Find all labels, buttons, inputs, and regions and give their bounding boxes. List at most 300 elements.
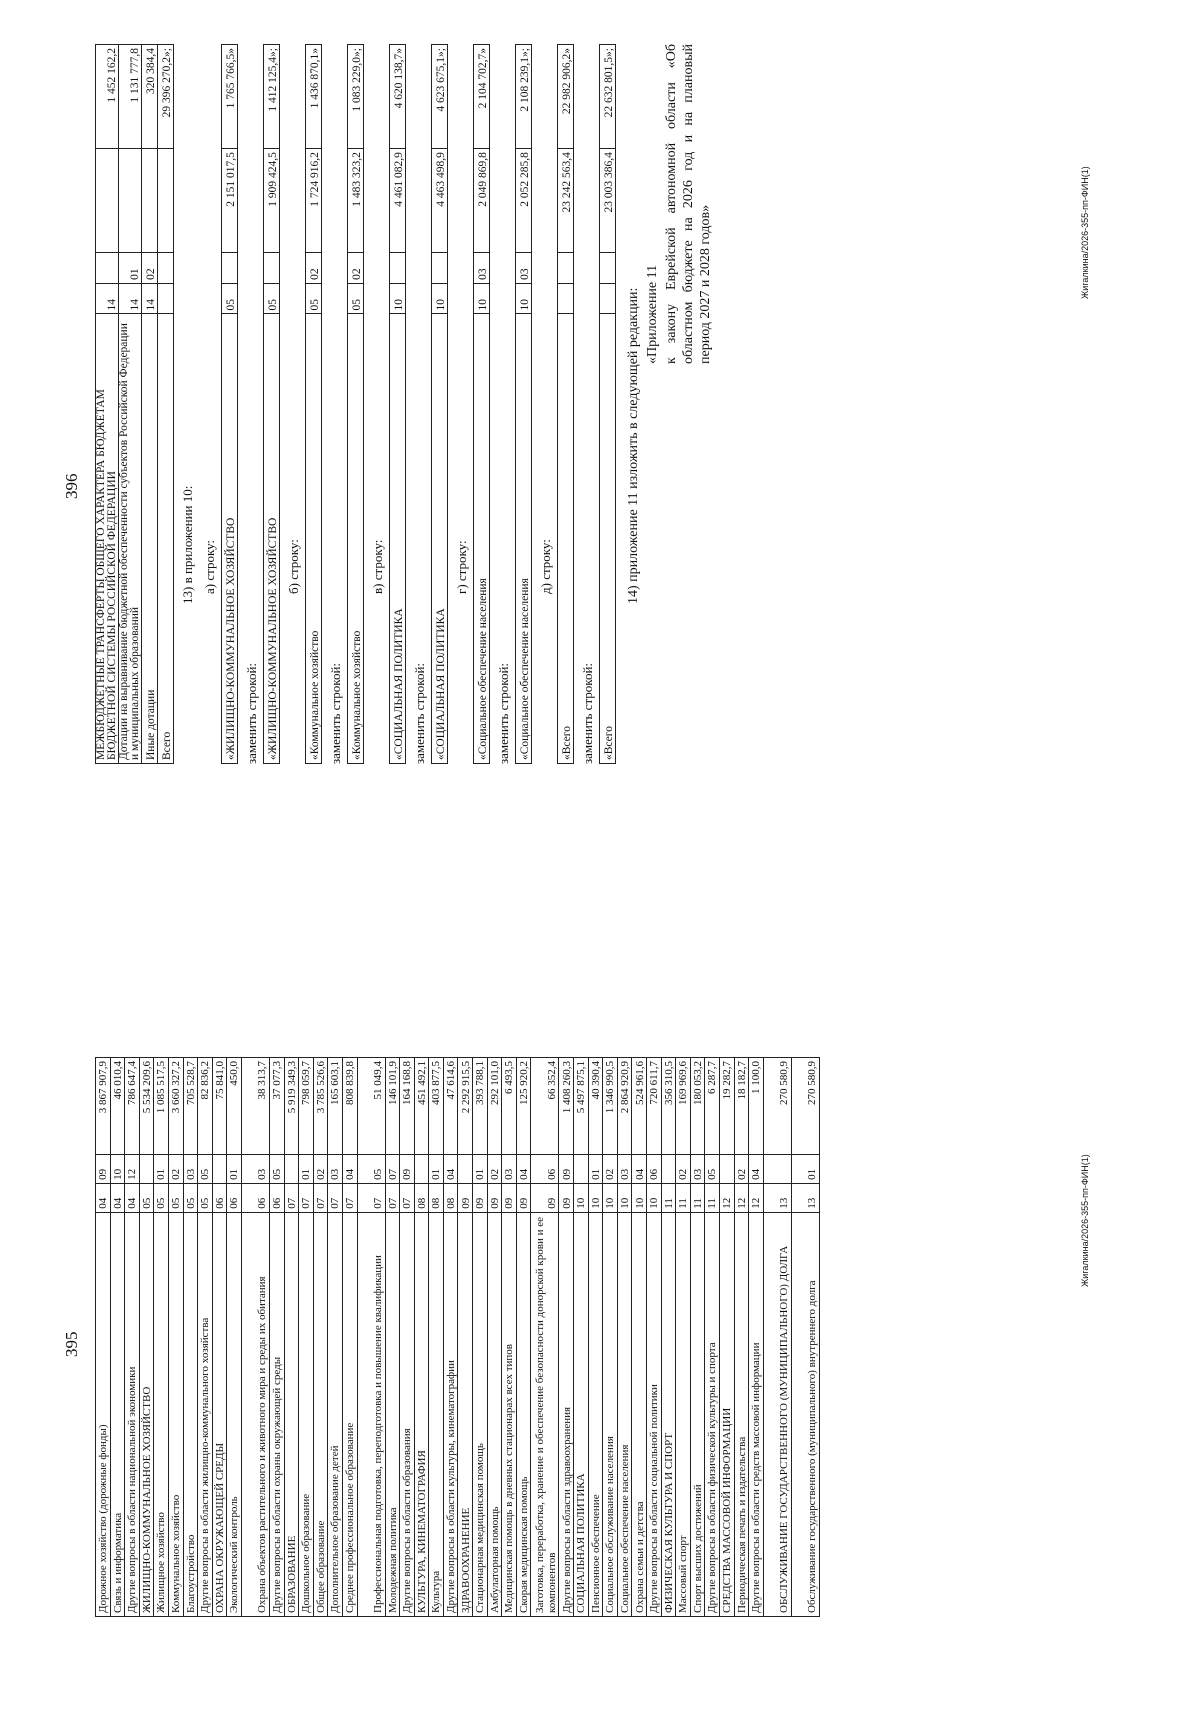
amount-2027: 1 412 125,4»; [264,45,280,149]
row-name: Молодежная политика [385,1212,400,1616]
row-g-old [473,44,490,764]
amount-2026: 2 049 869,8 [474,149,490,253]
section-code: 09 [487,1183,502,1212]
table-row [487,1058,502,1617]
row-d-old [557,44,574,764]
subsection-code: 04 [632,1155,647,1184]
subsection-code: 01 [429,1155,444,1184]
amount: 37 077,3 [269,1058,284,1155]
subsection-code: 02 [734,1155,749,1184]
subsection-code: 05 [705,1155,720,1184]
subsection-code: 06 [647,1155,662,1184]
item-13-heading: 13) в приложении 10: [180,485,195,604]
amount: 403 877,5 [429,1058,444,1155]
row-name: КУЛЬТУРА, КИНЕМАТОГРАФИЯ [414,1212,429,1616]
amount: 82 836,2 [198,1058,213,1155]
subsection-code [432,253,448,284]
amount-2027: 1 436 870,1» [306,45,322,149]
row-name: Другие вопросы в области социальной политики [647,1212,662,1616]
table-row [96,45,119,764]
subsection-code: 07 [385,1155,400,1184]
table-row [284,1058,299,1617]
subsection-code: 05 [269,1155,284,1184]
subsection-code: 09 [559,1155,574,1184]
amount-2027: 1 083 229,0»; [348,45,364,149]
row-a-new [263,44,280,764]
amount: 51 049,4 [357,1058,385,1155]
amount-2027: 4 620 138,7» [390,45,406,149]
subsection-code [222,253,238,284]
subsection-code [212,1155,227,1184]
row-name: Заготовка, переработка, хранение и обеспечение безопасности донорской крови и ее компонентов [531,1212,559,1616]
section-code: 12 [719,1183,734,1212]
amount-2027: 1 765 766,5» [222,45,238,149]
row-name: Благоустройство [183,1212,198,1616]
subsection-code: 04 [342,1155,357,1184]
section-code: 07 [357,1183,385,1212]
section-code: 10 [617,1183,632,1212]
replace-label-c: заменить строкой: [412,662,427,764]
table-row [559,1058,574,1617]
row-name: Стационарная медицинская помощь [473,1212,488,1616]
section-code: 06 [227,1183,242,1212]
item-14-heading: 14) приложение 11 изложить в следующей редакции: [626,287,641,604]
row-name: Социальное обслуживание населения [603,1212,618,1616]
row-name: ОБСЛУЖИВАНИЕ ГОСУДАРСТВЕННОГО (МУНИЦИПАЛЬНОГО) ДОЛГА [763,1212,791,1616]
subsection-code: 02 [487,1155,502,1184]
row-name: Дорожное хозяйство (дорожные фонды) [96,1212,111,1616]
amount: 3 660 327,2 [168,1058,183,1155]
section-code: 05 [348,283,364,314]
row-name: ЗДРАВООХРАНЕНИЕ [458,1212,473,1616]
row-name: Массовый спорт [676,1212,691,1616]
subsection-code: 02 [676,1155,691,1184]
row-name: Другие вопросы в области жилищно-коммунального хозяйства [198,1212,213,1616]
row-b-new [347,44,364,764]
row-name: Связь и информатика [110,1212,125,1616]
subsection-code [719,1155,734,1184]
section-code: 04 [125,1183,140,1212]
page-footer: Жигалкина/2026-355-пп-ФИН(1) [1080,1154,1090,1287]
section-code: 09 [531,1183,559,1212]
section-code: 08 [414,1183,429,1212]
page-footer: Жигалкина/2026-355-пп-ФИН(1) [1080,166,1090,299]
table-row [328,1058,343,1617]
subsection-code [600,253,616,284]
amount: 1 085 517,5 [154,1058,169,1155]
table-row [414,1058,429,1617]
table-row [617,1058,632,1617]
subsection-code [558,253,574,284]
table-row [264,45,280,764]
amount: 18 182,7 [734,1058,749,1155]
amount: 5 497 875,1 [574,1058,589,1155]
table-row [647,1058,662,1617]
table-row [588,1058,603,1617]
amount: 3 785 526,6 [313,1058,328,1155]
section-code: 09 [516,1183,531,1212]
table-row [516,1058,531,1617]
subsection-code: 01 [119,253,142,284]
section-code: 09 [502,1183,517,1212]
subitem-a-label: а) строку: [202,539,217,594]
amount: 292 101,0 [487,1058,502,1155]
subsection-code [158,253,174,284]
table-row [168,1058,183,1617]
section-code: 05 [183,1183,198,1212]
subsection-code [139,1155,154,1184]
amount: 169 969,6 [676,1058,691,1155]
table-row [458,1058,473,1617]
amount: 180 053,2 [690,1058,705,1155]
section-code: 14 [142,283,158,314]
section-code: 07 [299,1183,314,1212]
table-row [241,1058,269,1617]
row-name: Другие вопросы в области средств массовой информации [749,1212,764,1616]
amount: 146 101,9 [385,1058,400,1155]
row-name: ОБРАЗОВАНИЕ [284,1212,299,1616]
amount: 5 919 349,3 [284,1058,299,1155]
row-name: «СОЦИАЛЬНАЯ ПОЛИТИКА [432,314,448,764]
row-name: Другие вопросы в области образования [400,1212,415,1616]
appendix-title: «Приложение 11 [645,264,660,364]
row-name: Социальное обеспечение населения [617,1212,632,1616]
subsection-code [661,1155,676,1184]
table-row [348,45,364,764]
row-name: Другие вопросы в области охраны окружающей среды [269,1212,284,1616]
subsection-code: 12 [125,1155,140,1184]
row-name: ОХРАНА ОКРУЖАЮЩЕЙ СРЕДЫ [212,1212,227,1616]
section-code: 13 [791,1183,819,1212]
amount: 38 313,7 [241,1058,269,1155]
amount-2027: 320 384,4 [142,45,158,149]
section-code: 11 [661,1183,676,1212]
amount: 524 961,6 [632,1058,647,1155]
table-row [661,1058,676,1617]
subsection-code: 05 [198,1155,213,1184]
table-row [400,1058,415,1617]
subsection-code: 02 [603,1155,618,1184]
table-row [390,45,406,764]
amount: 47 614,6 [443,1058,458,1155]
amount: 1 100,0 [749,1058,764,1155]
amount: 6 493,5 [502,1058,517,1155]
table-row [474,45,490,764]
table-row [110,1058,125,1617]
subsection-code: 09 [400,1155,415,1184]
row-name: Дотации на выравнивание бюджетной обеспеченности субъектов Российской Федерации и муниципальных образований [119,314,142,764]
amount-2026 [142,149,158,253]
subsection-code: 03 [183,1155,198,1184]
row-name: Скорая медицинская помощь [516,1212,531,1616]
table-row [299,1058,314,1617]
transfers-table [95,44,174,764]
table-row [632,1058,647,1617]
section-code: 11 [676,1183,691,1212]
table-row [313,1058,328,1617]
section-code: 10 [588,1183,603,1212]
table-row [574,1058,589,1617]
replace-label-d: заменить строкой: [580,662,595,764]
subitem-c-label: в) строку: [370,539,385,594]
table-row [734,1058,749,1617]
amount-2026: 2 052 285,8 [516,149,532,253]
subsection-code [264,253,280,284]
amount: 164 168,8 [400,1058,415,1155]
table-row [763,1058,791,1617]
section-code: 10 [603,1183,618,1212]
table-row [531,1058,559,1617]
amount-2027: 22 632 801,5»; [600,45,616,149]
section-code: 10 [574,1183,589,1212]
section-code: 05 [222,283,238,314]
table-row [306,45,322,764]
amount: 1 346 990,5 [603,1058,618,1155]
section-code: 07 [342,1183,357,1212]
amount: 1 408 260,3 [559,1058,574,1155]
subsection-code: 03 [690,1155,705,1184]
table-row [154,1058,169,1617]
table-row [269,1058,284,1617]
amount-2026 [119,149,142,253]
table-row [198,1058,213,1617]
section-code: 07 [400,1183,415,1212]
amount: 393 788,1 [473,1058,488,1155]
amount-2026 [158,149,174,253]
row-b-old [305,44,322,764]
subsection-code [763,1155,791,1184]
subitem-d-label: д) строку: [538,539,553,594]
amount: 356 310,5 [661,1058,676,1155]
amount: 705 528,7 [183,1058,198,1155]
table-row [139,1058,154,1617]
amount-2026 [96,149,119,253]
amount: 40 390,4 [588,1058,603,1155]
section-code: 09 [559,1183,574,1212]
amount-2026: 23 242 563,4 [558,149,574,253]
amount: 808 839,8 [342,1058,357,1155]
row-name: Обслуживание государственного (муниципального) внутреннего долга [791,1212,819,1616]
amount-2026: 1 724 916,2 [306,149,322,253]
section-code [158,283,174,314]
amount: 798 059,7 [299,1058,314,1155]
table-row [342,1058,357,1617]
table-row [125,1058,140,1617]
subsection-code: 01 [473,1155,488,1184]
section-code: 07 [284,1183,299,1212]
subitem-b-label: б) строку: [286,539,301,594]
amount: 19 282,7 [719,1058,734,1155]
table-row [791,1058,819,1617]
amendments-body [95,44,714,764]
amount: 720 611,7 [647,1058,662,1155]
section-code: 04 [110,1183,125,1212]
amount: 46 010,4 [110,1058,125,1155]
table-row [183,1058,198,1617]
row-name: Профессиональная подготовка, переподготовка и повышение квалификации [357,1212,385,1616]
amount: 165 603,1 [328,1058,343,1155]
row-name: ФИЗИЧЕСКАЯ КУЛЬТУРА И СПОРТ [661,1212,676,1616]
subsection-code [574,1155,589,1184]
row-name: Коммунальное хозяйство [168,1212,183,1616]
table-row [222,45,238,764]
section-code: 10 [432,283,448,314]
amount: 6 287,7 [705,1058,720,1155]
subsection-code [284,1155,299,1184]
row-name: «Всего [558,314,574,764]
subitem-g-label: г) строку: [454,540,469,594]
amount-2027: 2 108 239,1»; [516,45,532,149]
replace-label-b: заменить строкой: [328,662,343,764]
row-name: «СОЦИАЛЬНАЯ ПОЛИТИКА [390,314,406,764]
table-row [600,45,616,764]
section-code: 05 [168,1183,183,1212]
section-code: 10 [516,283,532,314]
row-c-new [431,44,448,764]
section-code: 10 [632,1183,647,1212]
row-name: Другие вопросы в области национальной экономики [125,1212,140,1616]
section-code: 06 [241,1183,269,1212]
table-row [690,1058,705,1617]
subsection-code [96,253,119,284]
row-a-old [221,44,238,764]
section-code: 07 [313,1183,328,1212]
row-name: Другие вопросы в области культуры, кинематографии [443,1212,458,1616]
row-name: Пенсионное обеспечение [588,1212,603,1616]
amount-2027: 2 104 702,7» [474,45,490,149]
amount-2027: 22 982 906,2» [558,45,574,149]
row-name: Иные дотации [142,314,158,764]
section-code: 11 [690,1183,705,1212]
table-row [705,1058,720,1617]
table-row [142,45,158,764]
subsection-code: 04 [749,1155,764,1184]
subsection-code: 09 [96,1155,111,1184]
row-name: ЖИЛИЩНО-КОММУНАЛЬНОЕ ХОЗЯЙСТВО [139,1212,154,1616]
row-name: Дошкольное образование [299,1212,314,1616]
subsection-code: 03 [474,253,490,284]
row-name: «Коммунальное хозяйство [348,314,364,764]
amount: 270 580,9 [791,1058,819,1155]
section-code: 13 [763,1183,791,1212]
amount: 450,0 [227,1058,242,1155]
subsection-code: 03 [328,1155,343,1184]
section-code: 14 [119,283,142,314]
row-name: «Всего [600,314,616,764]
section-code [600,283,616,314]
row-name: Спорт высших достижений [690,1212,705,1616]
amount: 451 492,1 [414,1058,429,1155]
subsection-code: 02 [306,253,322,284]
subsection-code: 06 [531,1155,559,1184]
section-code: 05 [154,1183,169,1212]
row-name: Дополнительное образование детей [328,1212,343,1616]
row-name: Амбулаторная помощь [487,1212,502,1616]
appendix-text: к закону Еврейской автономной области «Об областном бюджете на 2026 год и на плановый период 2027 и 2028 годов» [664,44,713,364]
amount: 3 867 907,9 [96,1058,111,1155]
row-name: Другие вопросы в области здравоохранения [559,1212,574,1616]
table-row [429,1058,444,1617]
amount-2026: 4 461 082,9 [390,149,406,253]
table-row [385,1058,400,1617]
section-code: 09 [473,1183,488,1212]
row-name: Охрана семьи и детства [632,1212,647,1616]
section-code [558,283,574,314]
subsection-code [414,1155,429,1184]
subsection-code: 01 [299,1155,314,1184]
page-number: 395 [62,1331,81,1357]
row-name: Охрана объектов растительного и животного мира и среды их обитания [241,1212,269,1616]
row-g-new [515,44,532,764]
row-name: СРЕДСТВА МАССОВОЙ ИНФОРМАЦИИ [719,1212,734,1616]
subsection-code: 03 [241,1155,269,1184]
subsection-code [390,253,406,284]
row-name: МЕЖБЮДЖЕТНЫЕ ТРАНСФЕРТЫ ОБЩЕГО ХАРАКТЕРА БЮДЖЕТАМ БЮДЖЕТНОЙ СИСТЕМЫ РОССИЙСКОЙ ФЕДЕРАЦИИ [96,314,119,764]
table-row [719,1058,734,1617]
section-code: 04 [96,1183,111,1212]
table-row [158,45,174,764]
section-code: 05 [264,283,280,314]
table-row [119,45,142,764]
replace-label-g: заменить строкой: [496,662,511,764]
amount: 125 920,2 [516,1058,531,1155]
subsection-code: 03 [617,1155,632,1184]
amount-2027: 1 452 162,2 [96,45,119,149]
subsection-code: 10 [110,1155,125,1184]
row-name: «ЖИЛИЩНО-КОММУНАЛЬНОЕ ХОЗЯЙСТВО [222,314,238,764]
row-name: Общее образование [313,1212,328,1616]
table-row [357,1058,385,1617]
row-name: Среднее профессиональное образование [342,1212,357,1616]
amount: 66 352,4 [531,1058,559,1155]
row-name: Экологический контроль [227,1212,242,1616]
row-name: Культура [429,1212,444,1616]
budget-table-left [95,1057,820,1617]
table-row [212,1058,227,1617]
page-395 [0,859,1200,1717]
subsection-code: 03 [502,1155,517,1184]
amount: 270 580,9 [763,1058,791,1155]
subsection-code: 01 [154,1155,169,1184]
table-row [676,1058,691,1617]
section-code: 10 [390,283,406,314]
subsection-code: 02 [313,1155,328,1184]
subsection-code [458,1155,473,1184]
subsection-code: 02 [348,253,364,284]
table-row [558,45,574,764]
subsection-code: 04 [516,1155,531,1184]
row-name: Другие вопросы в области физической культуры и спорта [705,1212,720,1616]
section-code: 12 [734,1183,749,1212]
section-code: 05 [198,1183,213,1212]
section-code: 09 [458,1183,473,1212]
subsection-code: 02 [168,1155,183,1184]
row-name: «Социальное обеспечение населения [516,314,532,764]
subsection-code: 01 [791,1155,819,1184]
amount-2026: 1 483 323,2 [348,149,364,253]
table-row [96,1058,111,1617]
section-code: 10 [474,283,490,314]
row-name: Жилищное хозяйство [154,1212,169,1616]
amount-2026: 2 151 017,5 [222,149,238,253]
subsection-code: 01 [588,1155,603,1184]
amount-2027: 1 131 777,8 [119,45,142,149]
section-code: 06 [212,1183,227,1212]
row-name: «ЖИЛИЩНО-КОММУНАЛЬНОЕ ХОЗЯЙСТВО [264,314,280,764]
table-row [749,1058,764,1617]
amount-2026: 23 003 386,4 [600,149,616,253]
table-row [473,1058,488,1617]
